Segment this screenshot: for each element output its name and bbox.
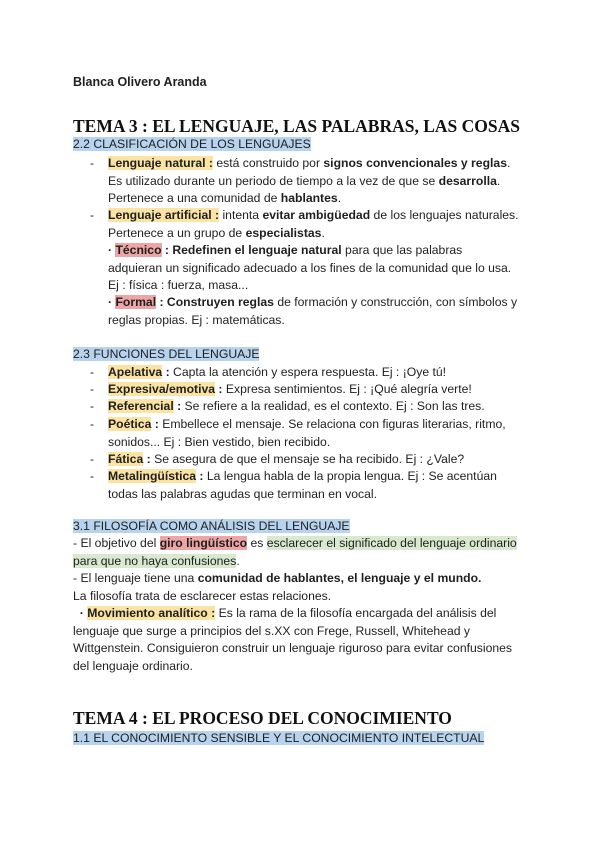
text: de los lenguajes naturales. Pertenece a un grupo de — [108, 208, 519, 240]
term-lenguaje-natural: Lenguaje natural : — [108, 156, 213, 170]
text: Se refiere a la realidad, es el contexto. Ej : Son las tres. — [181, 399, 485, 413]
text: La filosofía trata de esclarecer estas relaciones. — [73, 588, 332, 603]
text: . Pertenece a una comunidad de — [108, 173, 501, 205]
bullet-dot: · — [108, 295, 116, 309]
section-1-1-heading — [73, 730, 484, 748]
sub-item-tecnico — [108, 242, 518, 295]
section-2-2-heading-text: 2.2 CLASIFICACIÓN DE LOS LENGUAJES — [73, 137, 311, 151]
list-dash: - — [90, 208, 95, 222]
section-2-3-heading-text: 2.3 FUNCIONES DEL LENGUAJE — [73, 347, 260, 361]
text: Expresa sentimientos. Ej : ¡Qué alegría verte! — [222, 382, 472, 396]
text: Embellece el mensaje. Se relaciona con figuras literarias, ritmo, sonidos... Ej : Bien vestido, bien recibido. — [108, 417, 506, 449]
list-dash: - — [90, 399, 95, 413]
term-expresiva: Expresiva/emotiva — [108, 382, 216, 396]
term-tecnico: Técnico — [115, 243, 162, 257]
bold-text: desarrolla — [438, 173, 497, 188]
bold-text: evitar ambigüedad — [262, 208, 371, 222]
section-1-1-heading-text: 1.1 EL CONOCIMIENTO SENSIBLE Y EL CONOCIMIENTO INTELECTUAL — [73, 731, 485, 745]
bullet-dot: · — [108, 243, 116, 257]
author-name: Blanca Olivero Aranda — [73, 75, 207, 89]
text: - El lenguaje tiene una — [73, 571, 198, 585]
bold-text: comunidad de hablantes, el lenguaje y el mundo. — [197, 571, 482, 585]
paragraph-movimiento-analitico — [73, 605, 528, 675]
text: - El objetivo del — [73, 536, 160, 550]
text: . — [236, 553, 240, 568]
separator: : — [162, 365, 170, 379]
highlighted-text: esclarecer el significado del lenguaje ordinario para que no haya confusiones — [73, 536, 517, 568]
term-referencial: Referencial — [108, 399, 174, 413]
list-dash: - — [90, 469, 95, 483]
bold-text: : Construyen reglas — [156, 295, 274, 309]
text: es — [247, 536, 267, 550]
separator: : — [196, 469, 204, 483]
text: . — [337, 191, 342, 205]
list-item-lenguaje-artificial — [108, 207, 526, 242]
section-2-3-heading — [73, 346, 259, 364]
list-item-referencial — [108, 398, 526, 416]
text: para que las palabras adquieran un significado adecuado a los fines de la comunidad que lo usa. Ej : física : fuerza, masa... — [108, 243, 512, 292]
list-item-poetica — [108, 416, 526, 451]
list-dash: - — [90, 382, 95, 396]
text: Capta la atención y espera respuesta. Ej : ¡Oye tú! — [169, 365, 447, 379]
tema4-title: TEMA 4 : EL PROCESO DEL CONOCIMIENTO — [73, 708, 452, 728]
term-apelativa: Apelativa — [108, 365, 163, 379]
list-dash: - — [90, 417, 95, 431]
text: intenta — [219, 208, 263, 222]
text: . Es utilizado durante un periodo de tiempo a la vez de que se — [108, 156, 511, 188]
separator: : — [173, 399, 182, 413]
term-lenguaje-artificial: Lenguaje artificial : — [108, 208, 220, 222]
separator: : — [151, 417, 159, 431]
section-2-2-heading — [73, 136, 311, 154]
separator: : — [215, 382, 223, 396]
text: Se asegura de que el mensaje se ha recibido. Ej : ¿Vale? — [150, 452, 465, 466]
paragraph-comunidad — [73, 570, 528, 605]
section-3-1-heading-text: 3.1 FILOSOFÍA COMO ANÁLISIS DEL LENGUAJE — [73, 519, 350, 533]
term-metalinguistica: Metalingüística — [108, 469, 197, 483]
list-item-lenguaje-natural — [108, 155, 526, 208]
list-item-expresiva — [108, 381, 526, 399]
text: Es la rama de la filosofía encargada del análisis del lenguaje que surge a principios del s.XX con Frege, Russell, Whitehead y Wittgenstein. Consiguieron construir un lenguaje riguroso para evitar confusiones del lenguaje ordinario. — [73, 606, 512, 673]
list-dash: - — [90, 452, 95, 466]
bold-text: : Redefinen el lenguaje natural — [161, 243, 342, 257]
list-dash: - — [90, 156, 95, 170]
text: . — [321, 225, 325, 240]
list-item-apelativa — [108, 364, 526, 382]
term-movimiento-analitico: Movimiento analítico : — [87, 606, 216, 620]
term-poetica: Poética — [108, 417, 152, 431]
term-formal: Formal — [115, 295, 157, 309]
list-item-metalinguistica — [108, 468, 526, 503]
list-item-fatica — [108, 451, 526, 469]
term-fatica: Fática — [108, 452, 144, 466]
bold-text: signos convencionales y reglas — [323, 156, 507, 170]
section-3-1-heading — [73, 518, 350, 536]
text: de formación y construcción, con símbolos y reglas propias. Ej : matemáticas. — [108, 295, 518, 327]
bold-text: especialistas — [245, 225, 322, 240]
term-giro-linguistico: giro lingüístico — [159, 536, 248, 550]
separator: : — [143, 452, 151, 466]
tema3-title: TEMA 3 : EL LENGUAJE, LAS PALABRAS, LAS COSAS — [73, 116, 520, 136]
text: La lengua habla de la propia lengua. Ej : Se acentúan todas las palabras agudas que terminan en vocal. — [108, 469, 497, 501]
text: está construido por — [212, 156, 324, 170]
list-dash: - — [90, 365, 95, 379]
paragraph-giro-linguistico — [73, 535, 528, 570]
sub-item-formal — [108, 294, 518, 329]
bullet-dot: · — [73, 606, 88, 620]
bold-text: hablantes — [280, 191, 338, 205]
